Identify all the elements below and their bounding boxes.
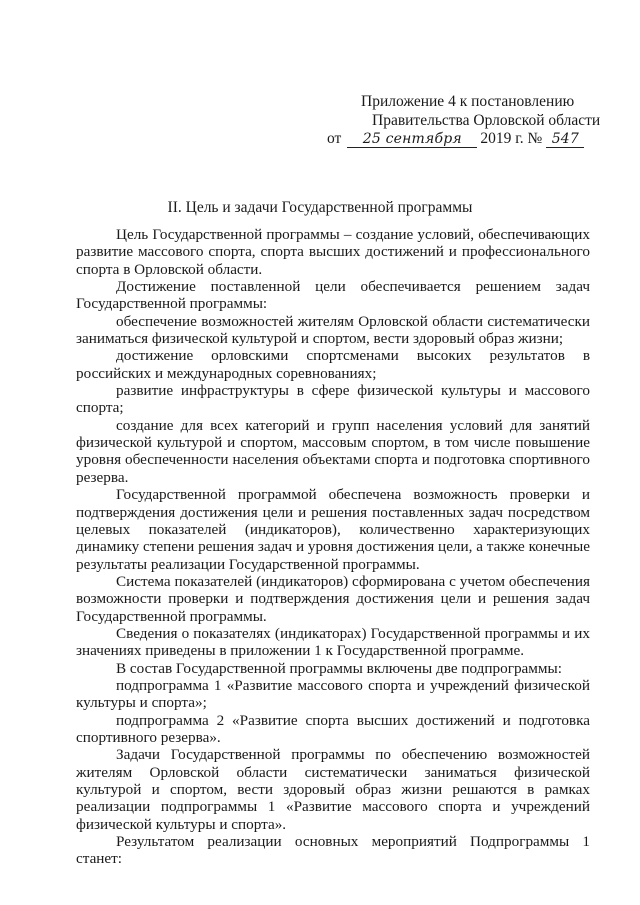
document-body xyxy=(76,226,590,868)
paragraph: Результатом реализации основных мероприятий Подпрограммы 1 станет: xyxy=(76,833,590,868)
paragraph: достижение орловскими спортсменами высоких результатов в российских и международных соревнованиях; xyxy=(76,347,590,382)
paragraph: Задачи Государственной программы по обеспечению возможностей жителям Орловской области систематически заниматься физической культурой и спортом, вести здоровый образ жизни решаются в рамках реализации подпрограммы 1 «Развитие массового спорта и учреждений физической культуры и спорта». xyxy=(76,746,590,833)
paragraph: Достижение поставленной цели обеспечивается решением задач Государственной программы: xyxy=(76,278,590,313)
appendix-from-label: от xyxy=(327,130,342,147)
paragraph: подпрограмма 2 «Развитие спорта высших достижений и подготовка спортивного резерва». xyxy=(76,711,590,746)
appendix-line-2: Правительства Орловской области xyxy=(372,112,601,129)
paragraph: В состав Государственной программы включены две подпрограммы: xyxy=(116,659,562,677)
paragraph: Сведения о показателях (индикаторах) Государственной программы и их значениях приведены в приложении 1 к Государственной программе. xyxy=(76,624,590,660)
appendix-year-label: 2019 г. № xyxy=(480,130,543,147)
paragraph: обеспечение возможностей жителям Орловской области систематически заниматься физической культурой и спортом, вести здоровый образ жизни; xyxy=(76,312,590,348)
paragraph: создание для всех категорий и групп населения условий для занятий физической культурой и спортом, массовым спортом, в том числе повышение уровня обеспеченности населения объектами спорта и подготовка спортивного резерва. xyxy=(76,416,590,486)
paragraph: Государственной программой обеспечена возможность проверки и подтверждения достижения цели и решения поставленных задач посредством целевых показателей (индикаторов), количественно характеризующих динамику степени решения задач и уровня достижения цели, а также конечные результаты реализации Государственной программы. xyxy=(76,486,590,573)
paragraph: подпрограмма 1 «Развитие массового спорта и учреждений физической культуры и спорта»; xyxy=(76,676,590,712)
paragraph: развитие инфраструктуры в сфере физической культуры и массового спорта; xyxy=(76,382,590,417)
appendix-line-1: Приложение 4 к постановлению xyxy=(361,93,575,110)
handwritten-number: 547 xyxy=(546,132,584,148)
section-title: II. Цель и задачи Государственной программы xyxy=(167,199,473,216)
appendix-line-3 xyxy=(327,129,584,148)
paragraph: Цель Государственной программы – создание условий, обеспечивающих развитие массового спорта, спорта высших достижений и профессионального спорта в Орловской области. xyxy=(76,226,590,278)
handwritten-date: 25 сентября xyxy=(347,132,477,148)
paragraph: Система показателей (индикаторов) сформирована с учетом обеспечения возможности проверки и подтверждения достижения цели и решения задач Государственной программы. xyxy=(76,572,590,625)
